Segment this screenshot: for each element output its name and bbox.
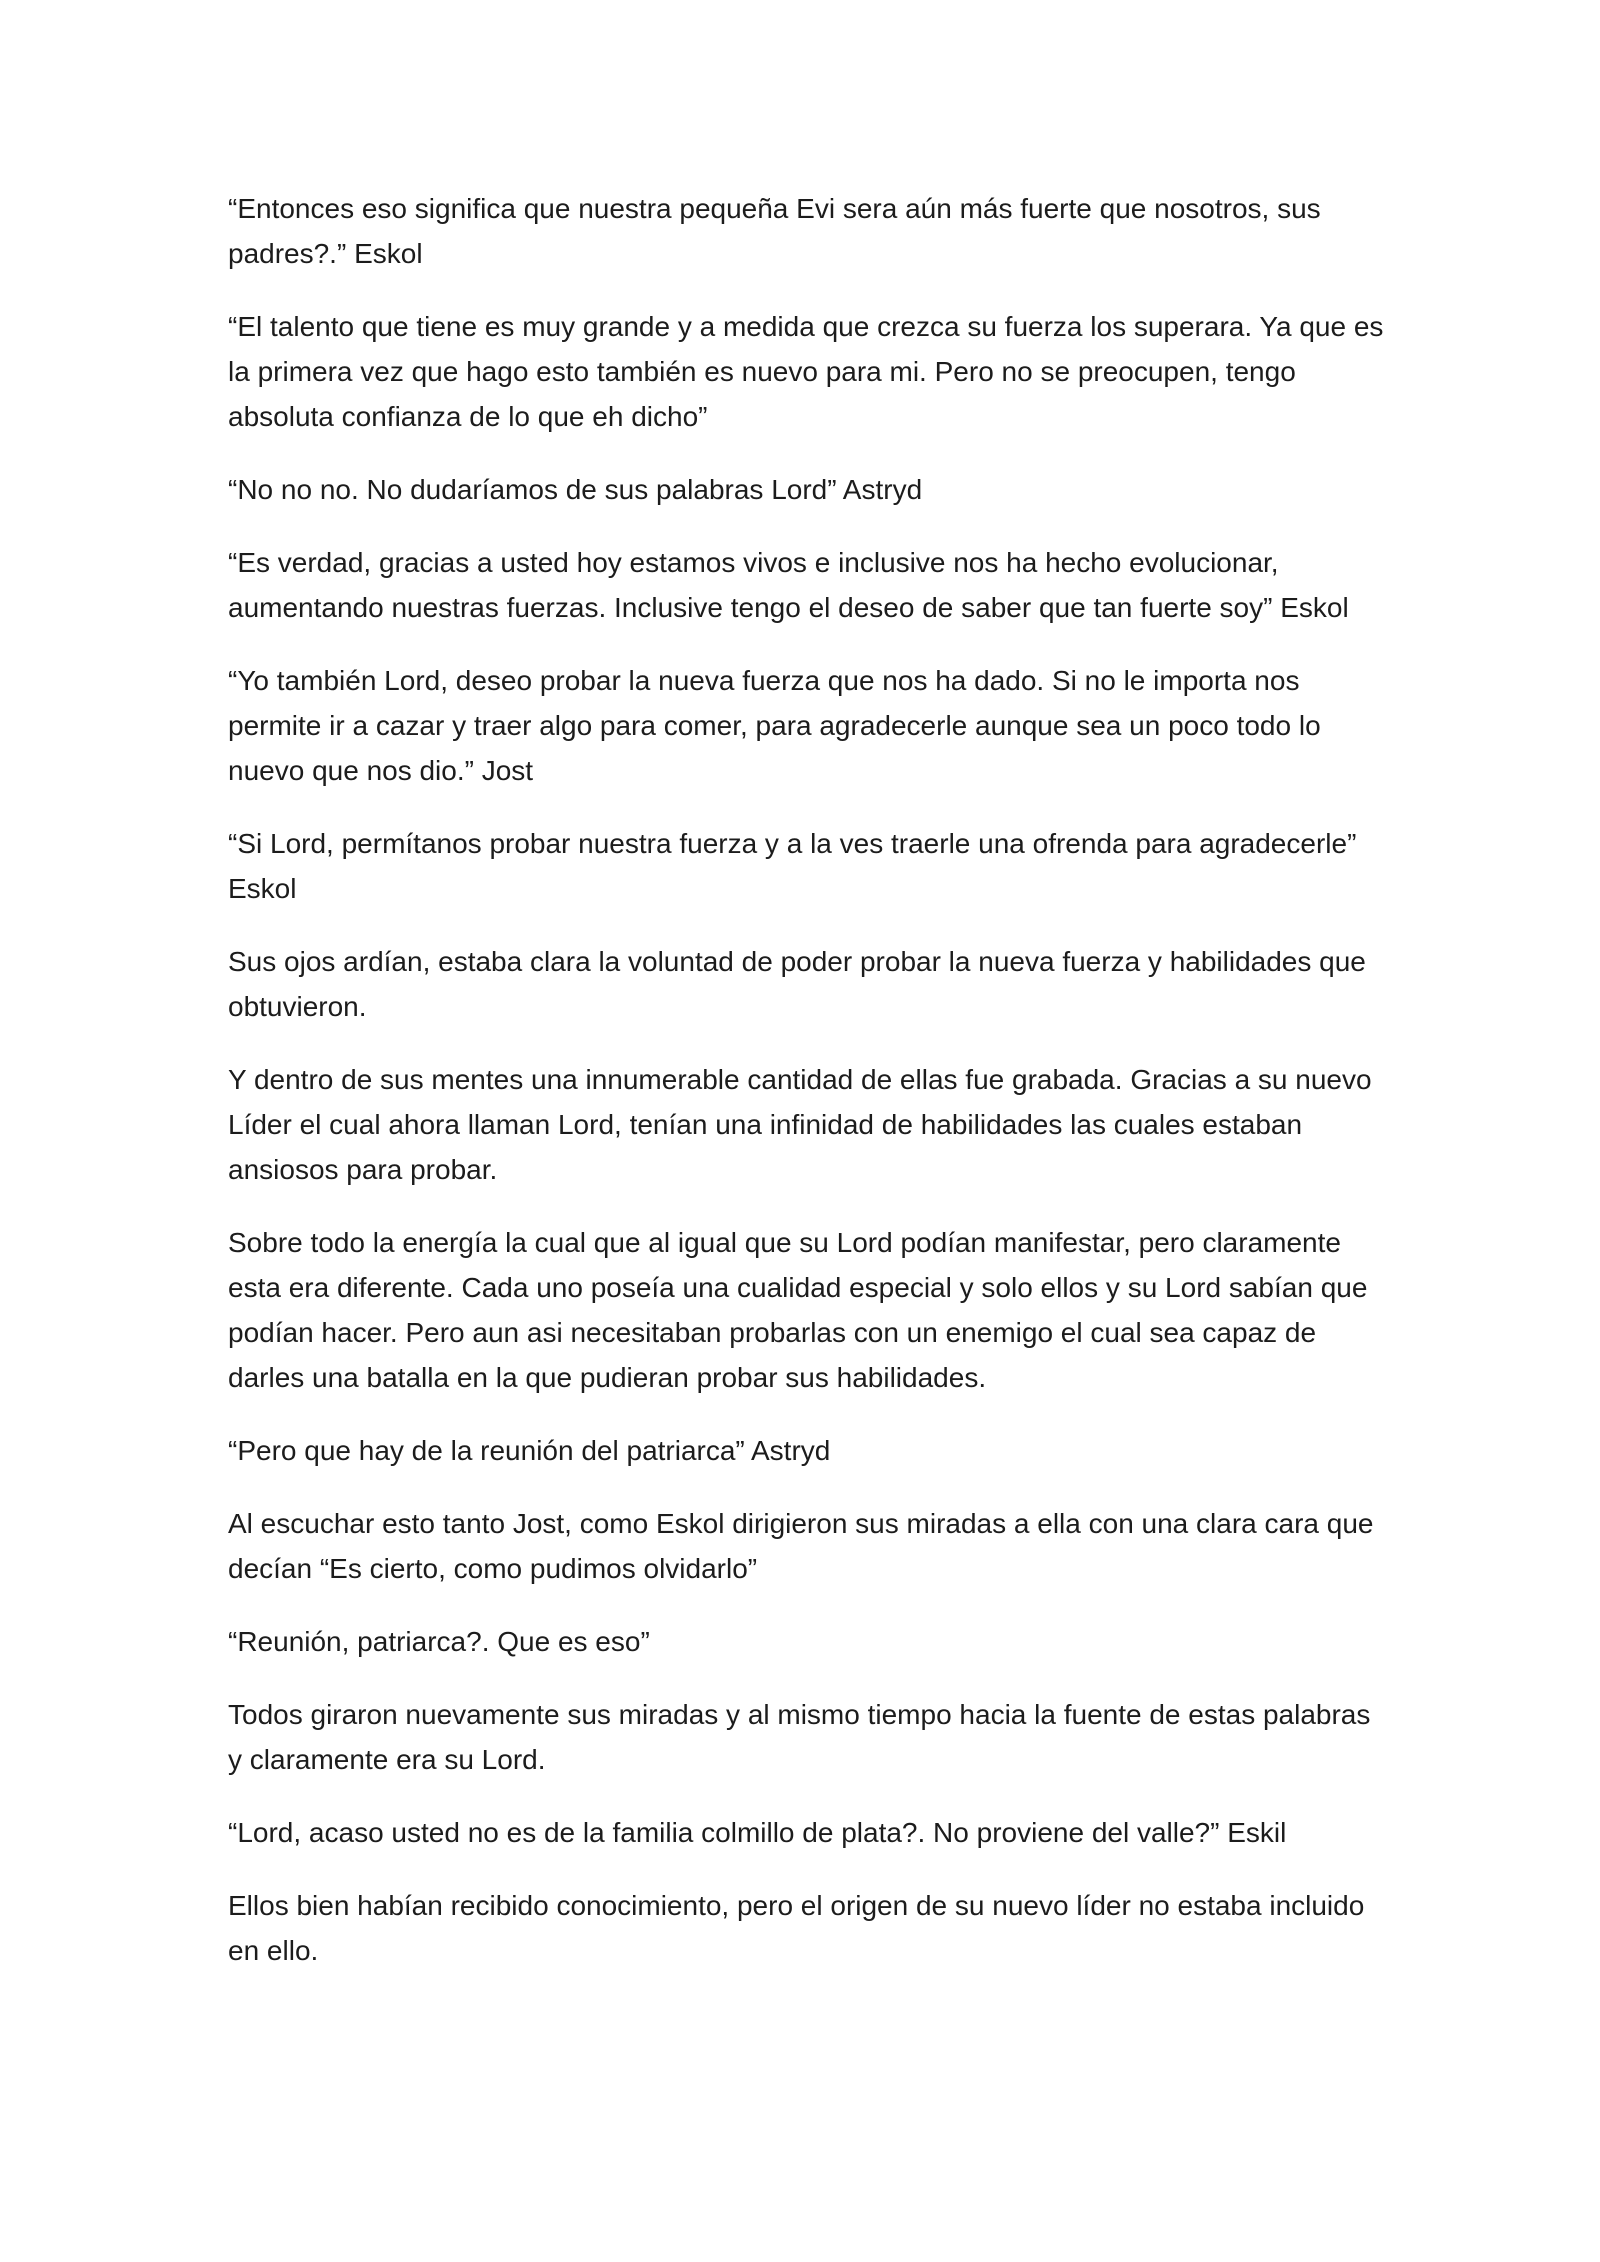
paragraph: “Entonces eso significa que nuestra pequeña Evi sera aún más fuerte que nosotros, sus padres?.” Eskol xyxy=(228,193,1321,269)
paragraph: Todos giraron nuevamente sus miradas y al mismo tiempo hacia la fuente de estas palabras y claramente era su Lord. xyxy=(228,1699,1371,1775)
paragraph: “Reunión, patriarca?. Que es eso” xyxy=(228,1626,650,1657)
paragraph: “Pero que hay de la reunión del patriarca” Astryd xyxy=(228,1435,831,1466)
paragraph: Sobre todo la energía la cual que al igual que su Lord podían manifestar, pero claramente esta era diferente. Cada uno poseía una cualidad especial y solo ellos y su Lord sabían que podían hacer. Pero aun asi necesitaban probarlas con un enemigo el cual sea capaz de darles una batalla en la que pudieran probar sus habilidades. xyxy=(228,1227,1368,1393)
document-body xyxy=(228,186,1388,2001)
paragraph: Y dentro de sus mentes una innumerable cantidad de ellas fue grabada. Gracias a su nuevo Líder el cual ahora llaman Lord, tenían una infinidad de habilidades las cuales estaban ansiosos para probar. xyxy=(228,1064,1372,1185)
paragraph: “Si Lord, permítanos probar nuestra fuerza y a la ves traerle una ofrenda para agradecerle” Eskol xyxy=(228,828,1357,904)
paragraph: Sus ojos ardían, estaba clara la voluntad de poder probar la nueva fuerza y habilidades que obtuvieron. xyxy=(228,946,1366,1022)
paragraph: “Es verdad, gracias a usted hoy estamos vivos e inclusive nos ha hecho evolucionar, aumentando nuestras fuerzas. Inclusive tengo el deseo de saber que tan fuerte soy” Eskol xyxy=(228,547,1349,623)
paragraph: Ellos bien habían recibido conocimiento, pero el origen de su nuevo líder no estaba incluido en ello. xyxy=(228,1890,1365,1966)
paragraph: “No no no. No dudaríamos de sus palabras Lord” Astryd xyxy=(228,474,923,505)
paragraph: “Lord, acaso usted no es de la familia colmillo de plata?. No proviene del valle?” Eskil xyxy=(228,1817,1287,1848)
paragraph: Al escuchar esto tanto Jost, como Eskol dirigieron sus miradas a ella con una clara cara que decían “Es cierto, como pudimos olvidarlo” xyxy=(228,1508,1374,1584)
paragraph: “Yo también Lord, deseo probar la nueva fuerza que nos ha dado. Si no le importa nos permite ir a cazar y traer algo para comer, para agradecerle aunque sea un poco todo lo nuevo que nos dio.” Jost xyxy=(228,665,1321,786)
paragraph: “El talento que tiene es muy grande y a medida que crezca su fuerza los superara. Ya que es la primera vez que hago esto también es nuevo para mi. Pero no se preocupen, tengo absoluta confianza de lo que eh dicho” xyxy=(228,311,1384,432)
